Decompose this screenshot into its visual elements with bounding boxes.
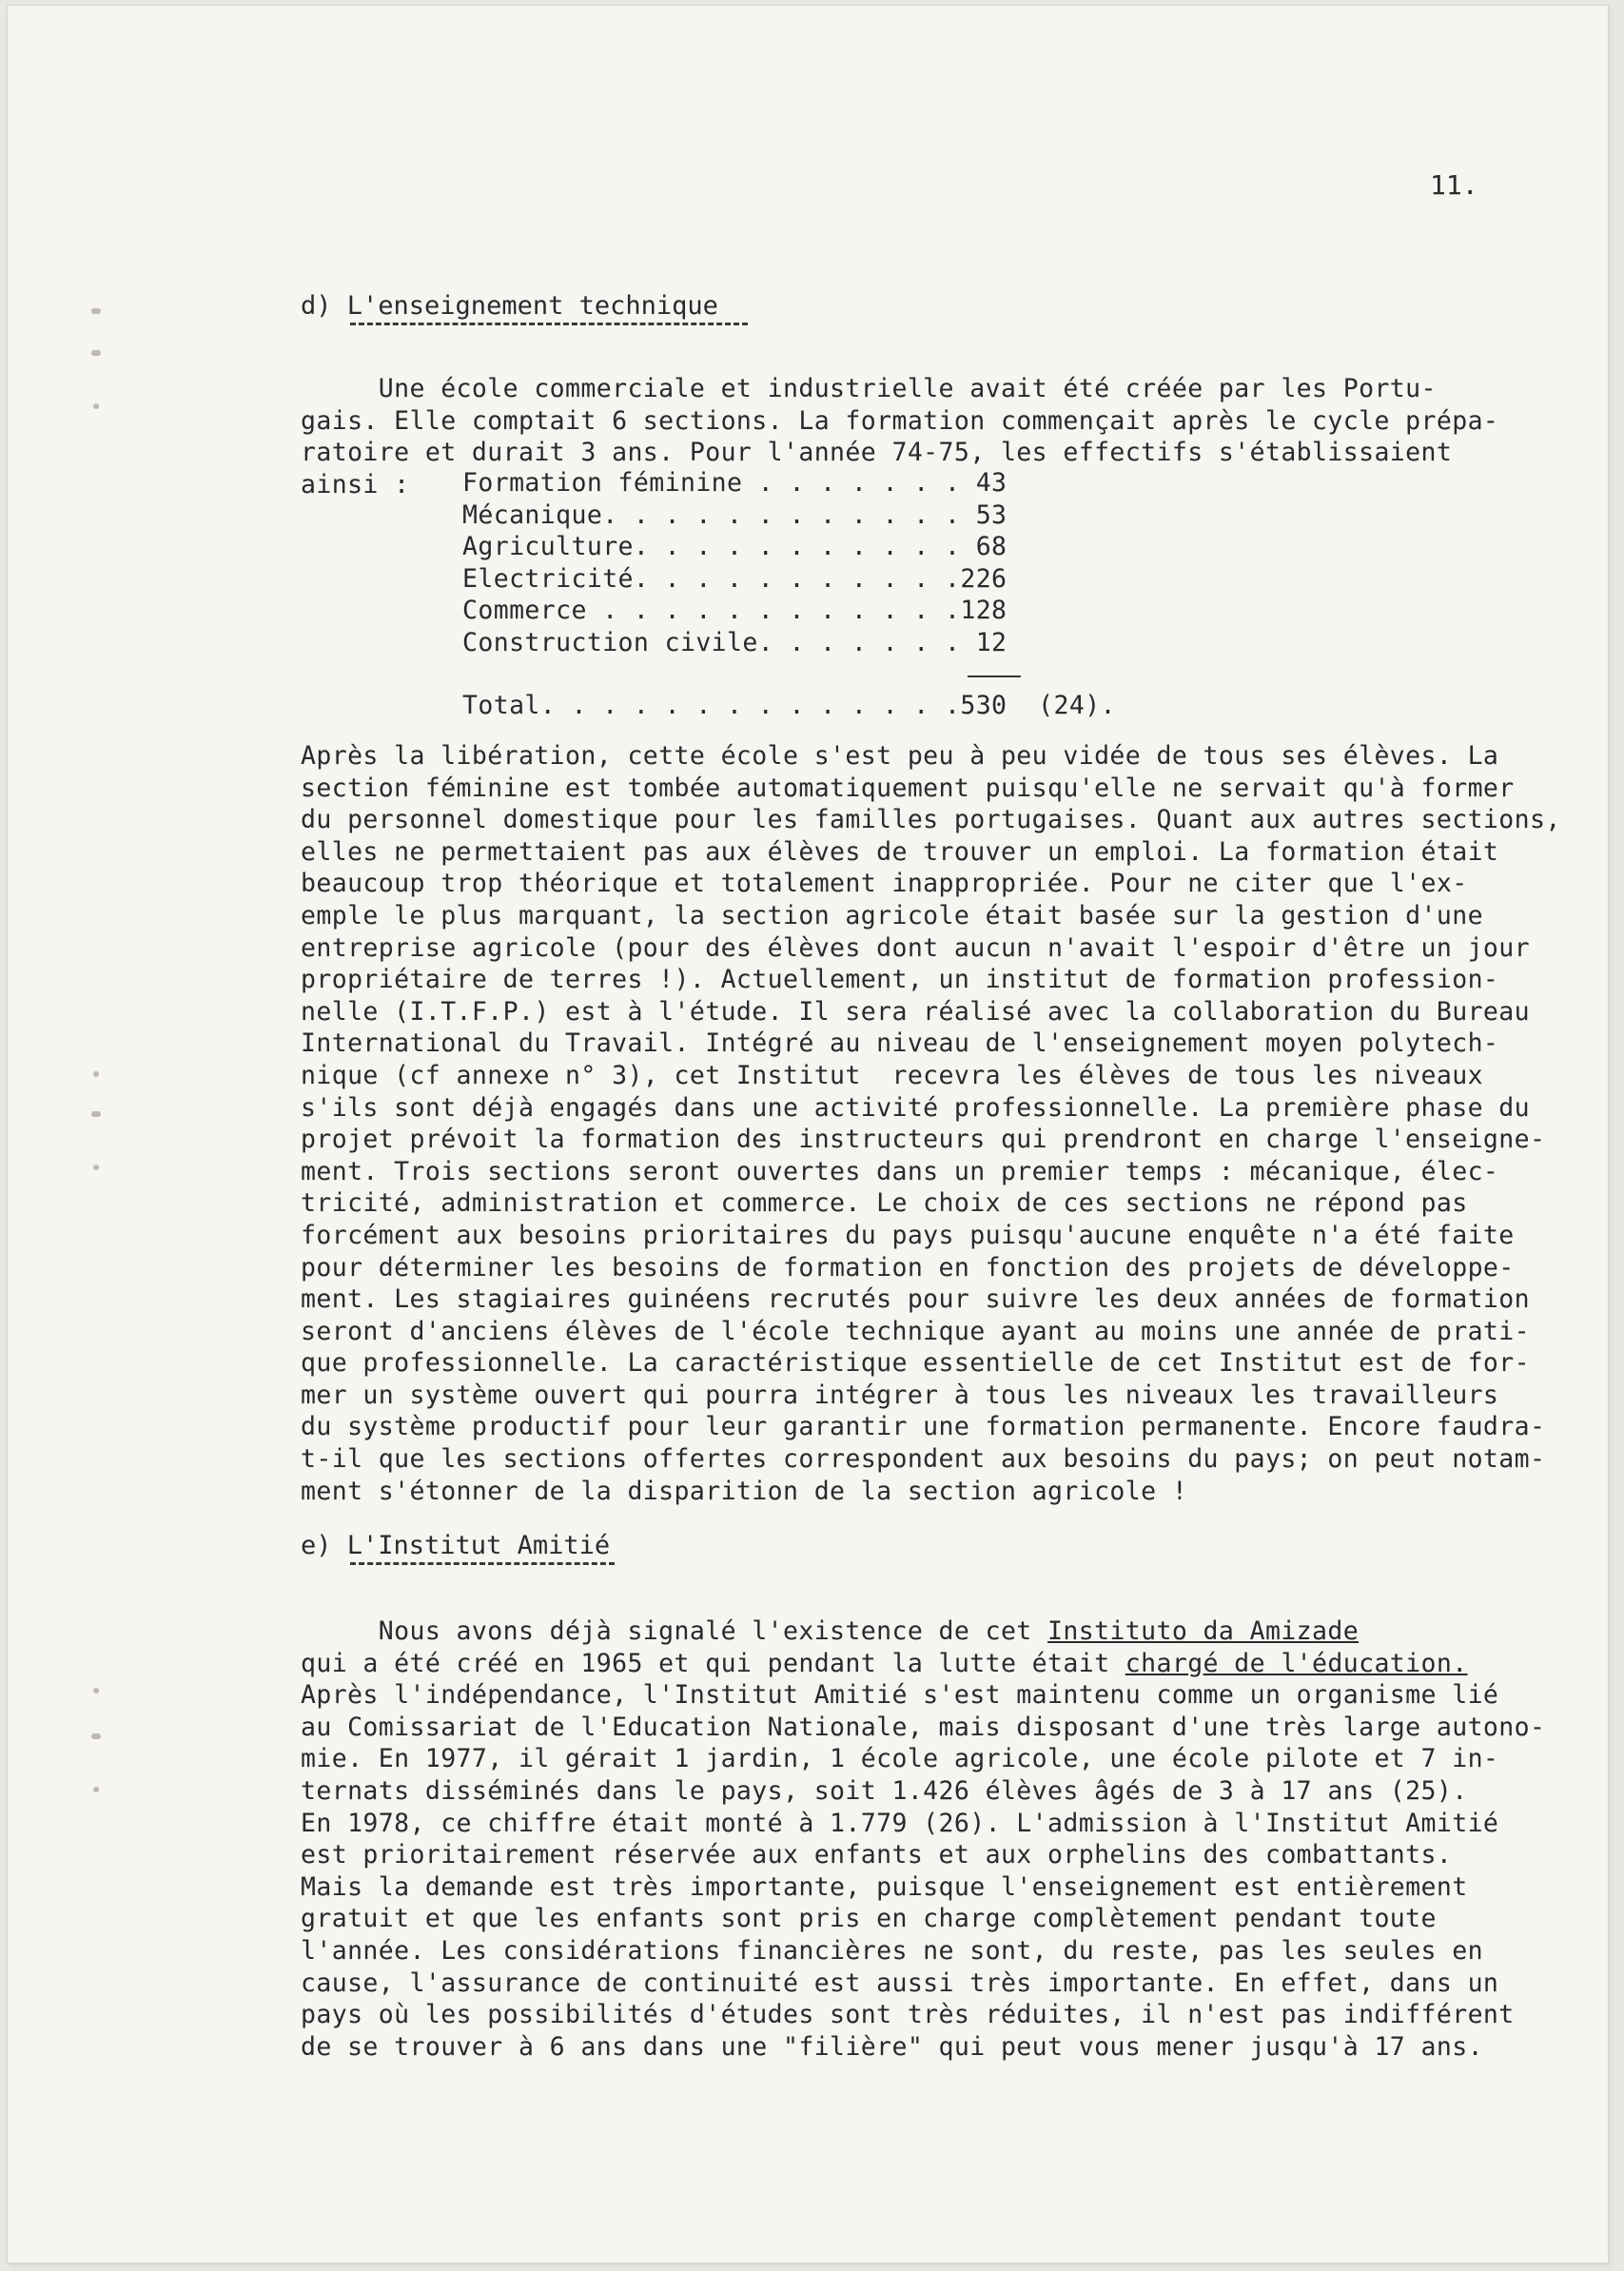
text-line: Mais la demande est très importante, puisque l'enseignement est entièrement [301,1871,1468,1902]
section-e-heading: e) L'Institut Amitié [301,1531,611,1560]
section-e-body [301,1615,1575,2063]
underlined-term: chargé de l'éducation. [1125,1648,1468,1678]
heading-underline [350,323,748,325]
row-label: Agriculture. . . . . . . . . . . [462,532,961,562]
sum-rule [968,675,1021,677]
footnote-ref: (24). [1038,691,1116,720]
text-line: mie. En 1977, il gérait 1 jardin, 1 école agricole, une école pilote et 7 in- [301,1744,1499,1774]
text-line: ratoire et durait 3 ans. Pour l'année 74-75, les effectifs s'établissaient [301,438,1453,468]
margin-mark [91,1733,101,1739]
row-value: 128 [960,596,1008,626]
table-row [462,467,1007,499]
text-line: est prioritairement réservée aux enfants et aux orphelins des combattants. [301,1840,1453,1870]
text-line: ment. Trois sections seront ouvertes dans un premier temps : mécanique, élec- [301,1156,1499,1186]
row-value: 226 [960,563,1008,594]
row-value: 12 [960,627,1008,657]
table-total [462,691,1116,720]
margin-mark [93,403,99,409]
text-line: International du Travail. Intégré au niveau de l'enseignement moyen polytech- [301,1028,1499,1059]
text-line: Nous avons déjà signalé l'existence de cet Instituto da Amizade [301,1616,1360,1646]
row-value: 53 [960,499,1008,530]
row-label: Electricité. . . . . . . . . . . [462,563,961,594]
table-row [462,595,1007,627]
text-line: du personnel domestique pour les familles portugaises. Quant aux autres sections, [301,805,1561,835]
text-line: t-il que les sections offertes correspondent aux besoins du pays; on peut notam- [301,1444,1546,1475]
text-line: mer un système ouvert qui pourra intégrer à tous les niveaux les travailleurs [301,1380,1499,1410]
document-page [8,6,1608,2262]
section-d-heading: d) L'enseignement technique [301,291,718,321]
text-line: Après l'indépendance, l'Institut Amitié s'est maintenu comme un organisme lié [301,1680,1499,1711]
text-line: elles ne permettaient pas aux élèves de trouver un emploi. La formation était [301,836,1499,867]
text-line: forcément aux besoins prioritaires du pays puisqu'aucune enquête n'a été faite [301,1220,1515,1250]
text-line: ment. Les stagiaires guinéens recrutés pour suivre les deux années de formation [301,1284,1530,1315]
total-label: Total. . . . . . . . . . . . . . [462,691,961,720]
text-line: au Comissariat de l'Education Nationale, mais disposant d'une très large autono- [301,1712,1546,1742]
text-line: l'année. Les considérations financières ne sont, du reste, pas les seules en [301,1935,1483,1966]
page-number: 11. [1430,169,1478,201]
text-line: entreprise agricole (pour des élèves dont aucun n'avait l'espoir d'être un jour [301,932,1530,963]
text-line: ternats disséminés dans le pays, soit 1.426 élèves âgés de 3 à 17 ans (25). [301,1775,1468,1806]
text-line: ainsi : [301,469,410,499]
text-line: ment s'étonner de la disparition de la section agricole ! [301,1476,1188,1506]
table-row [462,627,1007,659]
text-line: du système productif pour leur garantir une formation permanente. Encore faudra- [301,1412,1546,1442]
margin-mark [93,1787,99,1792]
text-line: Après la libération, cette école s'est peu à peu vidée de tous ses élèves. La [301,741,1499,771]
text-line: nique (cf annexe n° 3), cet Institut recevra les élèves de tous les niveaux [301,1060,1483,1090]
row-label: Formation féminine . . . . . . . [462,468,961,498]
text-line: pour déterminer les besoins de formation en fonction des projets de développe- [301,1252,1515,1282]
text-line: qui a été créé en 1965 et qui pendant la lutte était chargé de l'éducation. [301,1648,1468,1678]
text-line: beaucoup trop théorique et totalement inappropriée. Pour ne citer que l'ex- [301,869,1468,899]
margin-mark [93,1688,99,1693]
table-row [462,531,1007,563]
text-line: nelle (I.T.F.P.) est à l'étude. Il sera réalisé avec la collaboration du Bureau [301,996,1530,1027]
table-row [462,563,1007,596]
text-line: que professionnelle. La caractéristique essentielle de cet Institut est de for- [301,1348,1530,1379]
underlined-term: Instituto da Amizade [1047,1616,1360,1646]
text-line: emple le plus marquant, la section agricole était basée sur la gestion d'une [301,900,1483,930]
enrollment-table [462,467,1007,659]
table-row [462,499,1007,532]
margin-mark [93,1165,99,1170]
text-line: gais. Elle comptait 6 sections. La formation commençait après le cycle prépa- [301,405,1499,436]
total-value: 530 [960,691,1008,720]
row-label: Construction civile. . . . . . . [462,627,961,657]
text-line: propriétaire de terres !). Actuellement, un institut de formation profession- [301,965,1499,995]
text-line: cause, l'assurance de continuité est aussi très importante. En effet, dans un [301,1968,1499,1998]
margin-mark [93,1071,99,1077]
text-line: Une école commerciale et industrielle avait été créée par les Portu- [301,374,1437,403]
text-line: de se trouver à 6 ans dans une "filière" qui peut vous mener jusqu'à 17 ans. [301,2031,1483,2062]
text-line: En 1978, ce chiffre était monté à 1.779 (26). L'admission à l'Institut Amitié [301,1808,1499,1838]
text-line: section féminine est tombée automatiquement puisqu'elle ne servait qu'à former [301,773,1515,803]
text-line: gratuit et que les enfants sont pris en charge complètement pendant toute [301,1904,1437,1934]
margin-mark [91,1111,101,1117]
row-value: 43 [960,468,1008,498]
text-line: projet prévoit la formation des instructeurs qui prendront en charge l'enseigne- [301,1125,1546,1155]
text-line: s'ils sont déjà engagés dans une activité professionnelle. La première phase du [301,1092,1530,1123]
row-label: Mécanique. . . . . . . . . . . . [462,499,961,530]
section-d-body [301,740,1575,1507]
heading-underline [350,1562,615,1565]
text-line: seront d'anciens élèves de l'école technique ayant au moins une année de prati- [301,1316,1530,1346]
text-line: pays où les possibilités d'études sont très réduites, il n'est pas indifférent [301,2000,1515,2030]
row-value: 68 [960,532,1008,562]
margin-mark [91,350,101,356]
margin-mark [91,308,101,314]
text-line: tricité, administration et commerce. Le choix de ces sections ne répond pas [301,1188,1468,1219]
row-label: Commerce . . . . . . . . . . . . [462,596,961,626]
